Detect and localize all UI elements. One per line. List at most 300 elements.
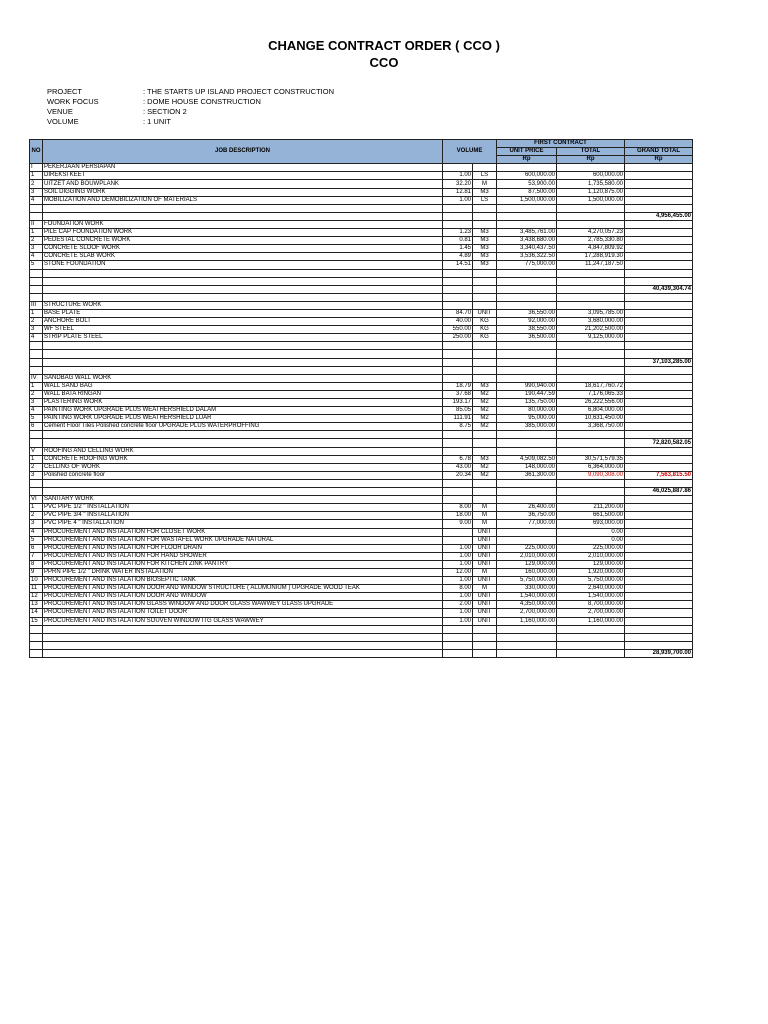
cell-description: PVC PIPE 1/2 " INSTALLATION — [43, 504, 443, 512]
cell-grand-total — [625, 577, 693, 585]
cell-description — [43, 269, 443, 277]
cell-no: 15 — [30, 617, 43, 625]
cell-volume — [443, 633, 473, 641]
cell-no: 6 — [30, 544, 43, 552]
cell-unit-price — [497, 374, 557, 382]
cell-volume — [443, 358, 473, 366]
cell-unit-price: 53,900.00 — [497, 180, 557, 188]
cell-no: 3 — [30, 520, 43, 528]
cell-no: 2 — [30, 318, 43, 326]
cell-grand-total — [625, 188, 693, 196]
cell-grand-total — [625, 455, 693, 463]
cell-description: PROCUREMENT AND INSTALATION GLASS WINDOW AND DOOR GLASS WAWWEY GLASS UPGRADE — [43, 601, 443, 609]
cell-no — [30, 439, 43, 447]
cell-unit: UNIT — [473, 544, 497, 552]
cell-description: ANCHORE BOLT — [43, 318, 443, 326]
cell-unit: LS — [473, 172, 497, 180]
cell-total — [557, 301, 625, 309]
cell-total — [557, 447, 625, 455]
cell-unit-price: 26,400.00 — [497, 504, 557, 512]
cell-volume: 111.91 — [443, 415, 473, 423]
cell-description: STONE FOUNDATION — [43, 261, 443, 269]
cell-volume: 1.23 — [443, 229, 473, 237]
cell-grand-total — [625, 390, 693, 398]
cell-total: 1,500,000.00 — [557, 196, 625, 204]
table-row — [30, 471, 693, 479]
table-row — [30, 512, 693, 520]
cell-description — [43, 488, 443, 496]
table-row — [30, 229, 693, 237]
cell-unit: KG — [473, 334, 497, 342]
cell-unit-price — [497, 431, 557, 439]
table-row — [30, 245, 693, 253]
cell-total: 600,000.00 — [557, 172, 625, 180]
cell-total: 18,617,760.72 — [557, 382, 625, 390]
cell-description: WALL BATA RINGAN — [43, 390, 443, 398]
cell-grand-total — [625, 350, 693, 358]
cell-total — [557, 164, 625, 172]
cell-volume — [443, 277, 473, 285]
cell-description — [43, 358, 443, 366]
cell-unit: M3 — [473, 253, 497, 261]
table-row — [30, 463, 693, 471]
cell-total — [557, 277, 625, 285]
cell-grand-total — [625, 479, 693, 487]
table-row — [30, 220, 693, 228]
cell-grand-total — [625, 585, 693, 593]
cell-description: PROCUREMENT AND INSTALATION BIOSEPTIC TANK — [43, 577, 443, 585]
cell-grand-total — [625, 512, 693, 520]
cell-total — [557, 342, 625, 350]
cell-unit-price — [497, 649, 557, 657]
table-row — [30, 560, 693, 568]
cell-no: 5 — [30, 536, 43, 544]
cell-unit — [473, 220, 497, 228]
cell-description: FOUNDATION WORK — [43, 220, 443, 228]
cell-unit-price: 600,000.00 — [497, 172, 557, 180]
cell-total: 21,202,500.00 — [557, 326, 625, 334]
cell-description: Polished concrete floor — [43, 471, 443, 479]
cell-unit: M — [473, 520, 497, 528]
cell-unit-price — [497, 366, 557, 374]
cell-grand-total — [625, 293, 693, 301]
cell-volume: 1.00 — [443, 617, 473, 625]
cell-description: PEKERJAAN PERSIAPAN — [43, 164, 443, 172]
cell-unit-price — [497, 488, 557, 496]
cell-unit: M2 — [473, 423, 497, 431]
cell-volume: 20.34 — [443, 471, 473, 479]
cell-no: III — [30, 301, 43, 309]
cell-grand-total — [625, 245, 693, 253]
table-row — [30, 585, 693, 593]
cell-grand-total — [625, 407, 693, 415]
cell-description — [43, 479, 443, 487]
cell-unit — [473, 342, 497, 350]
cell-grand-total — [625, 318, 693, 326]
cell-volume: 1.00 — [443, 196, 473, 204]
cell-no: 1 — [30, 382, 43, 390]
cell-unit-price: 80,000.00 — [497, 407, 557, 415]
cell-unit-price — [497, 350, 557, 358]
cell-no — [30, 366, 43, 374]
cell-unit: M3 — [473, 455, 497, 463]
meta-row — [47, 97, 334, 107]
cell-total: 6,804,000.00 — [557, 407, 625, 415]
cell-unit-price: 4,509,082.50 — [497, 455, 557, 463]
cell-total: 26,222,556.00 — [557, 399, 625, 407]
cell-grand-total — [625, 463, 693, 471]
cell-description: PROCUREMENT AND INSTALATION FOR CLOSET WORK — [43, 528, 443, 536]
cell-volume — [443, 212, 473, 220]
table-row — [30, 617, 693, 625]
cell-no — [30, 293, 43, 301]
table-row — [30, 609, 693, 617]
cell-total: 693,000.00 — [557, 520, 625, 528]
cell-grand-total — [625, 326, 693, 334]
cell-description: PROCUREMENT AND INSTALATION DOOR AND WINDOW STRUCTURE ( ALUMUNIUM ) UPGRADE WOOD TEAK — [43, 585, 443, 593]
table-row — [30, 641, 693, 649]
table-row — [30, 172, 693, 180]
meta-key: VOLUME — [47, 117, 79, 126]
document-subtitle: CCO — [369, 55, 399, 70]
cell-no: 10 — [30, 577, 43, 585]
cell-description: PAINTING WORK UPGRADE PLUS WEATHERSHIELD DALAM — [43, 407, 443, 415]
table-row — [30, 568, 693, 576]
cell-no: 4 — [30, 253, 43, 261]
cell-description: PVC PIPE 4 " INSTALLATION — [43, 520, 443, 528]
cell-volume — [443, 649, 473, 657]
cell-volume — [443, 431, 473, 439]
header-unit-price: UNIT PRICE — [497, 148, 557, 156]
header-currency: Rp — [497, 156, 557, 164]
cell-no: 1 — [30, 455, 43, 463]
document-title: CHANGE CONTRACT ORDER ( CCO ) — [268, 38, 500, 53]
cell-unit — [473, 488, 497, 496]
cell-total: 9,125,000.00 — [557, 334, 625, 342]
cell-grand-total — [625, 342, 693, 350]
table-row — [30, 285, 693, 293]
cell-total — [557, 350, 625, 358]
cell-unit: UNIT — [473, 601, 497, 609]
meta-row — [47, 107, 334, 117]
cell-unit-price — [497, 439, 557, 447]
cell-unit-price: 148,000.00 — [497, 463, 557, 471]
meta-value: : 1 UNIT — [143, 117, 171, 126]
cell-grand-total — [625, 334, 693, 342]
cell-no: 2 — [30, 237, 43, 245]
cell-unit: M2 — [473, 463, 497, 471]
cell-unit-price: 38,550.00 — [497, 326, 557, 334]
cell-grand-total — [625, 431, 693, 439]
cell-unit: M2 — [473, 415, 497, 423]
cell-no — [30, 277, 43, 285]
cell-unit-price: 2,700,000.00 — [497, 609, 557, 617]
cell-grand-total — [625, 496, 693, 504]
cell-unit: M2 — [473, 399, 497, 407]
cell-unit-price — [497, 528, 557, 536]
cell-total — [557, 439, 625, 447]
cell-grand-total — [625, 415, 693, 423]
cell-description: CONCRETE ROOFING WORK — [43, 455, 443, 463]
table-row — [30, 536, 693, 544]
cell-description: CELLING OF WORK — [43, 463, 443, 471]
cell-unit-price — [497, 447, 557, 455]
cell-unit — [473, 269, 497, 277]
cell-description — [43, 633, 443, 641]
cell-description: UITZET AND BOUWPLANK — [43, 180, 443, 188]
cell-total: 2,640,000.00 — [557, 585, 625, 593]
cell-total — [557, 479, 625, 487]
cell-volume: 18.00 — [443, 512, 473, 520]
table-row — [30, 415, 693, 423]
cell-volume — [443, 488, 473, 496]
cell-description — [43, 277, 443, 285]
cell-total: 9,090,308.00 — [557, 471, 625, 479]
cell-unit-price: 36,750.00 — [497, 512, 557, 520]
cell-unit-price: 95,000.00 — [497, 415, 557, 423]
header-blank — [625, 140, 693, 148]
cell-description: PILE CAP FOUNDATION WORK — [43, 229, 443, 237]
cell-no: VI — [30, 496, 43, 504]
header-first-contract: FIRST CONTRACT — [497, 140, 625, 148]
cell-volume: 1.00 — [443, 609, 473, 617]
cell-total — [557, 366, 625, 374]
cell-no — [30, 431, 43, 439]
cell-grand-total: 28,939,700.00 — [625, 649, 693, 657]
cell-no: IV — [30, 374, 43, 382]
cell-unit-price — [497, 496, 557, 504]
cell-no — [30, 204, 43, 212]
cell-total: 0.00 — [557, 536, 625, 544]
cell-volume: 37.68 — [443, 390, 473, 398]
cell-no: 8 — [30, 560, 43, 568]
table-row — [30, 366, 693, 374]
cell-grand-total: 72,820,582.05 — [625, 439, 693, 447]
table-body — [30, 164, 693, 658]
table-row — [30, 326, 693, 334]
table-row — [30, 439, 693, 447]
cell-unit-price — [497, 479, 557, 487]
cell-grand-total — [625, 253, 693, 261]
meta-value: : DOME HOUSE CONSTRUCTION — [143, 97, 261, 106]
cell-volume: 12.00 — [443, 568, 473, 576]
cell-unit-price — [497, 342, 557, 350]
cell-grand-total — [625, 204, 693, 212]
cell-no: 2 — [30, 390, 43, 398]
cell-unit — [473, 164, 497, 172]
cell-grand-total — [625, 180, 693, 188]
table-row — [30, 625, 693, 633]
table-row — [30, 350, 693, 358]
table-row — [30, 382, 693, 390]
cell-description — [43, 625, 443, 633]
cell-grand-total: 46,025,887.86 — [625, 488, 693, 496]
cell-grand-total — [625, 277, 693, 285]
cell-volume: 6.78 — [443, 455, 473, 463]
cell-grand-total — [625, 552, 693, 560]
cell-unit-price: 190,447.59 — [497, 390, 557, 398]
table-row — [30, 649, 693, 657]
cell-no: 5 — [30, 415, 43, 423]
cell-unit-price — [497, 220, 557, 228]
cell-volume: 32.20 — [443, 180, 473, 188]
cell-volume — [443, 447, 473, 455]
cell-unit-price: 36,550.00 — [497, 309, 557, 317]
cell-volume: 0.81 — [443, 237, 473, 245]
cell-grand-total — [625, 536, 693, 544]
cell-description: DIREKSI KEET — [43, 172, 443, 180]
cell-volume — [443, 220, 473, 228]
cell-description: PROCUREMENT AND INSTALATION FOR WASTAFEL WORK UPGRADE NATURAL — [43, 536, 443, 544]
cell-unit — [473, 285, 497, 293]
cell-total — [557, 625, 625, 633]
cell-total: 661,500.00 — [557, 512, 625, 520]
cell-description — [43, 366, 443, 374]
cell-no: 1 — [30, 504, 43, 512]
table-row — [30, 407, 693, 415]
cell-unit: M3 — [473, 245, 497, 253]
cell-unit-price — [497, 641, 557, 649]
cell-no — [30, 649, 43, 657]
cell-grand-total — [625, 309, 693, 317]
cell-grand-total — [625, 520, 693, 528]
cell-unit-price — [497, 277, 557, 285]
cell-total — [557, 358, 625, 366]
cell-total: 6,364,000.00 — [557, 463, 625, 471]
cell-volume — [443, 496, 473, 504]
cell-description: Cement Floor Tiles Polished concrete floor UPGRADE PLUS WATERPROFFING — [43, 423, 443, 431]
cell-no: V — [30, 447, 43, 455]
cell-unit: UNIT — [473, 577, 497, 585]
cell-grand-total — [625, 504, 693, 512]
cell-volume: 1.00 — [443, 544, 473, 552]
cell-unit-price: 135,750.00 — [497, 399, 557, 407]
cell-grand-total — [625, 633, 693, 641]
cell-grand-total — [625, 593, 693, 601]
cell-volume: 8.75 — [443, 423, 473, 431]
cell-grand-total — [625, 374, 693, 382]
cell-total: 10,631,450.00 — [557, 415, 625, 423]
table-row — [30, 293, 693, 301]
cell-unit-price: 3,438,680.00 — [497, 237, 557, 245]
cell-no: 4 — [30, 528, 43, 536]
cell-unit-price — [497, 358, 557, 366]
meta-row — [47, 87, 334, 97]
cell-grand-total — [625, 366, 693, 374]
cell-no: 2 — [30, 463, 43, 471]
table-row — [30, 520, 693, 528]
cell-grand-total — [625, 617, 693, 625]
cell-total: 2,010,000.00 — [557, 552, 625, 560]
cell-volume: 1.45 — [443, 245, 473, 253]
table-row — [30, 504, 693, 512]
table-row — [30, 277, 693, 285]
cell-description: PROCUREMENT AND INSTALATION FOR FLOOR DRAIN — [43, 544, 443, 552]
cell-description — [43, 285, 443, 293]
cell-unit — [473, 496, 497, 504]
cell-no — [30, 625, 43, 633]
table-row — [30, 633, 693, 641]
cell-no — [30, 358, 43, 366]
cell-description: PAINTING WORK UPGRADE PLUS WEATHERSHIELD LUAR — [43, 415, 443, 423]
cell-grand-total — [625, 601, 693, 609]
cell-total: 3,095,785.00 — [557, 309, 625, 317]
cell-grand-total — [625, 625, 693, 633]
cell-unit: UNIT — [473, 536, 497, 544]
cell-unit-price — [497, 301, 557, 309]
cell-unit-price: 990,940.00 — [497, 382, 557, 390]
header-grand-total: GRAND TOTAL — [625, 148, 693, 156]
cell-volume — [443, 269, 473, 277]
cell-unit — [473, 641, 497, 649]
cell-unit — [473, 350, 497, 358]
cell-volume — [443, 374, 473, 382]
cell-unit — [473, 649, 497, 657]
cell-description — [43, 342, 443, 350]
cell-volume — [443, 536, 473, 544]
cell-total — [557, 633, 625, 641]
table-row — [30, 342, 693, 350]
cell-grand-total — [625, 544, 693, 552]
table-row — [30, 261, 693, 269]
cell-unit: M3 — [473, 188, 497, 196]
cell-grand-total — [625, 423, 693, 431]
cell-total — [557, 649, 625, 657]
table-row — [30, 431, 693, 439]
cell-volume: 14.51 — [443, 261, 473, 269]
cell-no — [30, 350, 43, 358]
cell-no: 7 — [30, 552, 43, 560]
cell-total — [557, 488, 625, 496]
cell-description: CONCRETE SLOOF WORK — [43, 245, 443, 253]
header-job-description: JOB DESCRIPTION — [43, 140, 443, 164]
cell-description: PEDESTAL CONCRETE WORK — [43, 237, 443, 245]
table-row — [30, 301, 693, 309]
cell-grand-total — [625, 568, 693, 576]
cell-grand-total — [625, 560, 693, 568]
table-row — [30, 180, 693, 188]
table-row — [30, 601, 693, 609]
table-row — [30, 253, 693, 261]
cell-unit-price: 4,350,000.00 — [497, 601, 557, 609]
cell-total: 1,120,875.00 — [557, 188, 625, 196]
cell-description: STRUCTURE WORK — [43, 301, 443, 309]
cell-description — [43, 439, 443, 447]
cell-unit-price — [497, 633, 557, 641]
cell-grand-total: 4,956,455.00 — [625, 212, 693, 220]
cell-grand-total — [625, 609, 693, 617]
table-row — [30, 577, 693, 585]
meta-value: : SECTION 2 — [143, 107, 187, 116]
cell-unit: M2 — [473, 471, 497, 479]
cell-volume — [443, 366, 473, 374]
cell-unit — [473, 633, 497, 641]
cell-no: 3 — [30, 245, 43, 253]
table-row — [30, 488, 693, 496]
cell-description: SANITARY WORK — [43, 496, 443, 504]
cell-unit: UNIT — [473, 552, 497, 560]
cell-no: 1 — [30, 229, 43, 237]
cell-description: PLASTERING WORK — [43, 399, 443, 407]
cell-no: 4 — [30, 196, 43, 204]
cell-volume — [443, 342, 473, 350]
cell-unit: M3 — [473, 261, 497, 269]
cell-grand-total — [625, 301, 693, 309]
cell-grand-total — [625, 382, 693, 390]
cco-table — [29, 139, 693, 658]
cell-total — [557, 293, 625, 301]
cell-volume: 1.00 — [443, 552, 473, 560]
